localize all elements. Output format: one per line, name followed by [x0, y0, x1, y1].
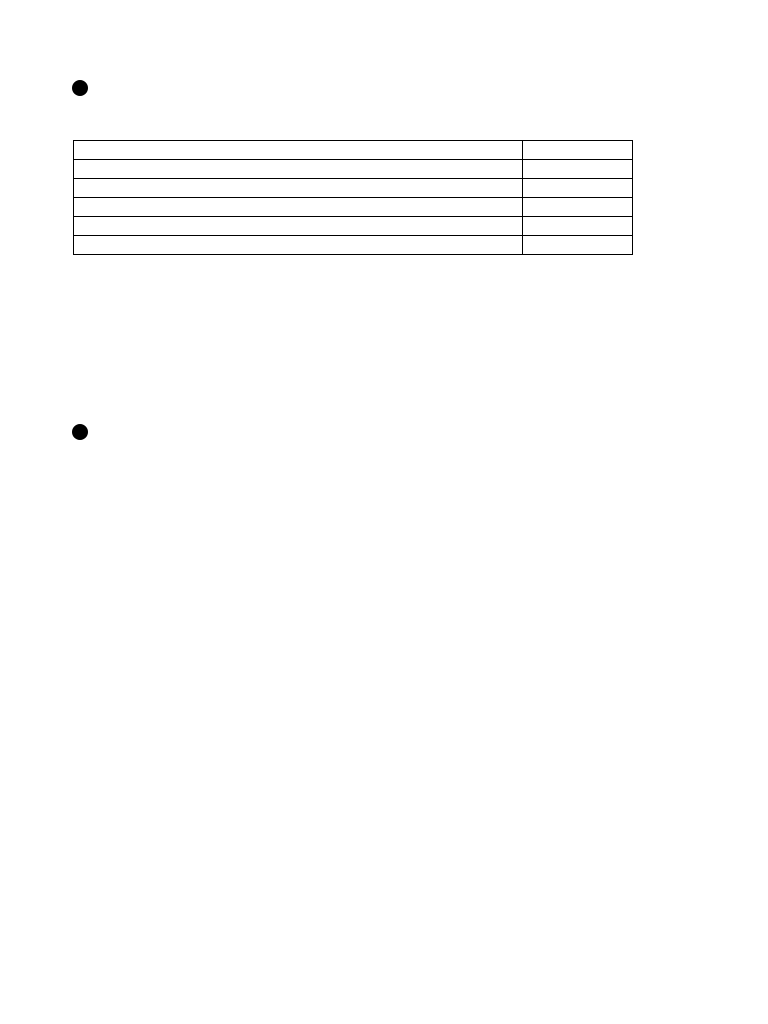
table-row: [74, 198, 633, 217]
table-row: [74, 236, 633, 255]
answer-cell[interactable]: [523, 198, 633, 217]
table-row: [74, 217, 633, 236]
section-heading-listening: [72, 80, 89, 101]
table-header: [74, 141, 523, 160]
table-header-row: [74, 141, 633, 160]
section-heading-phonetics: [72, 424, 89, 445]
answer-cell[interactable]: [523, 160, 633, 179]
circled-number: [72, 80, 88, 96]
answer-cell[interactable]: [523, 179, 633, 198]
true-false-table: [73, 140, 633, 255]
table-row: [74, 160, 633, 179]
table-row: [74, 179, 633, 198]
circled-number: [72, 424, 88, 440]
table-header: [523, 141, 633, 160]
answer-cell[interactable]: [523, 236, 633, 255]
answer-cell[interactable]: [523, 217, 633, 236]
